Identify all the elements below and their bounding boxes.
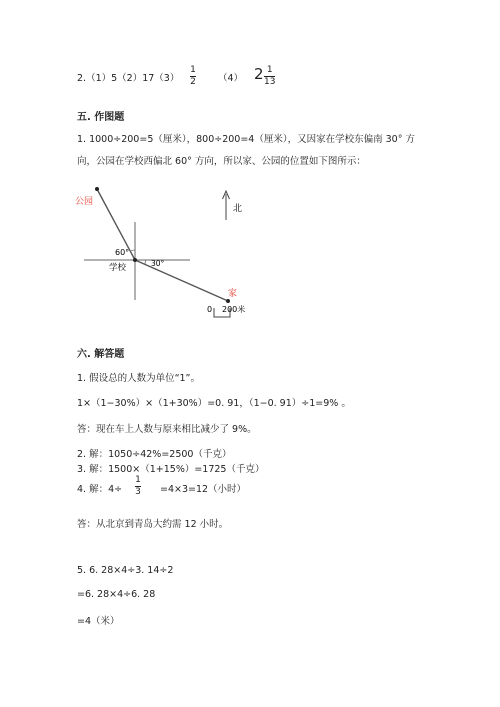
park-label: 公园 <box>75 197 94 207</box>
section-five-line1: 1. 1000÷200=5（厘米），800÷200=4（厘米），又因家在学校东偏南 30° 方 <box>77 134 415 145</box>
answer1-conclusion: 答：现在车上人数与原来相比减少了 9%。 <box>77 424 257 435</box>
angle-arc-30 <box>145 260 146 264</box>
school-label: 学校 <box>109 263 127 273</box>
home-label: 家 <box>228 289 238 299</box>
answer1-line1: 1. 假设总的人数为单位“1”。 <box>77 373 200 384</box>
answer4-prefix: 4. 解：4÷ <box>77 484 123 495</box>
fraction-numerator: 1 <box>266 65 273 75</box>
answer5-line1: 5. 6. 28×4÷3. 14÷2 <box>77 565 174 576</box>
fraction-numerator: 1 <box>135 475 141 485</box>
q2-text: 2.（1）5（2）17（3） <box>77 73 180 84</box>
scale-zero-label: 0 <box>207 305 213 314</box>
answer4-result: =4×3=12（小时） <box>160 484 247 495</box>
section-five-title: 五. 作图题 <box>77 112 125 123</box>
line-school-to-home <box>135 260 228 301</box>
fraction-one-third <box>135 476 141 497</box>
fraction-denominator: 3 <box>135 487 141 497</box>
fraction-numerator: 1 <box>190 65 196 75</box>
answer5-line2: =6. 28×4÷6. 28 <box>77 589 156 600</box>
park-point <box>95 187 99 191</box>
angle-arc-60 <box>130 250 135 251</box>
section-six-title: 六. 解答题 <box>77 349 125 360</box>
mixed-number-whole: 2 <box>254 65 264 83</box>
north-label: 北 <box>233 204 243 214</box>
scale-distance-label: 200米 <box>222 305 246 314</box>
school-point <box>133 258 137 262</box>
angle-60-label: 60° <box>115 248 130 257</box>
angle-30-label: 30° <box>151 259 165 268</box>
section-five-line2: 向，公园在学校西偏北 60° 方向，所以家、公园的位置如下图所示： <box>77 156 366 167</box>
answer4-conclusion: 答：从北京到青岛大约需 12 小时。 <box>77 519 229 530</box>
answer1-line2: 1×（1−30%）×（1+30%）=0. 91，（1−0. 91）÷1=9% 。 <box>77 398 351 409</box>
answer3: 3. 解：1500×（1+15%）=1725（千克） <box>77 464 265 475</box>
q2-part4: （4） <box>218 73 244 84</box>
fraction-denominator: 13 <box>264 77 276 87</box>
fraction-denominator: 2 <box>190 77 196 87</box>
answer5-line3: =4（米） <box>77 616 120 627</box>
answer2: 2. 解：1050÷42%=2500（千克） <box>77 449 232 460</box>
home-point <box>226 299 230 303</box>
